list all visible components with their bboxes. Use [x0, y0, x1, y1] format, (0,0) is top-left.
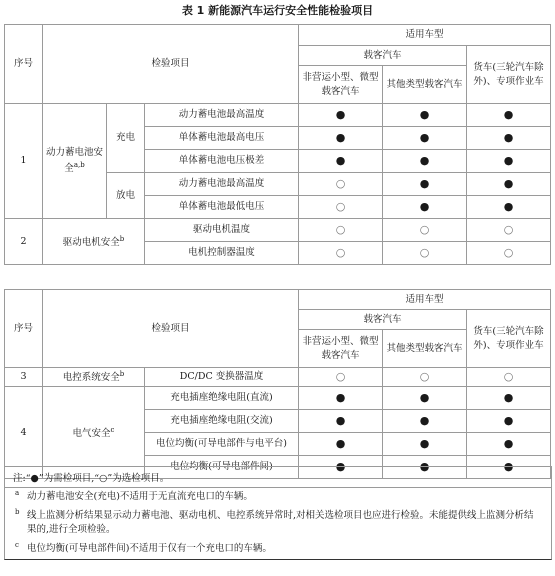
footnote-b	[5, 507, 551, 540]
mark-cell: ●	[383, 150, 467, 173]
mark-cell: ●	[299, 410, 383, 433]
group-number: 4	[5, 387, 43, 479]
mark-cell: ○	[299, 219, 383, 242]
mark-cell: ●	[467, 150, 551, 173]
inspection-table-part1	[4, 24, 551, 265]
seq-header: 序号	[5, 25, 43, 104]
mark-cell: ○	[467, 219, 551, 242]
table-title: 表 1 新能源汽车运行安全性能检验项目	[181, 4, 374, 17]
discharge-label: 放电	[107, 173, 145, 219]
mark-cell: ○	[299, 173, 383, 196]
footnote-text: 动力蓄电池安全(充电)不适用于无直流充电口的车辆。	[27, 491, 253, 502]
footnote-ref: c	[110, 425, 115, 434]
applicable-header: 适用车型	[299, 25, 551, 46]
group-number: 2	[5, 219, 43, 265]
item-header: 检验项目	[43, 25, 299, 104]
legend-note: 注:“●”为需检项目,“○”为选检项目。	[5, 467, 551, 488]
group-name	[43, 104, 107, 219]
item-header: 检验项目	[43, 290, 299, 368]
group-number: 3	[5, 368, 43, 387]
inspection-table-part2	[4, 289, 551, 479]
mark-cell: ●	[467, 433, 551, 456]
group-name	[43, 387, 145, 479]
footnote-ref: b	[119, 370, 125, 379]
item-name: 单体蓄电池电压极差	[145, 150, 299, 173]
group-number: 1	[5, 104, 43, 219]
mark-cell: ○	[467, 242, 551, 265]
mark-cell: ●	[383, 104, 467, 127]
mark-cell: ●	[467, 173, 551, 196]
mark-cell: ○	[299, 196, 383, 219]
mark-cell: ●	[299, 127, 383, 150]
mark-cell: ●	[299, 150, 383, 173]
mark-cell: ●	[467, 196, 551, 219]
group-name-text: 电控系统安全	[62, 372, 120, 384]
item-name: 动力蓄电池最高温度	[145, 104, 299, 127]
item-name: 电位均衡(可导电部件与电平台)	[145, 433, 299, 456]
passenger-header: 载客汽车	[299, 310, 467, 330]
table-row	[5, 368, 551, 387]
footnote-a	[5, 488, 551, 507]
mark-cell: ●	[467, 104, 551, 127]
passenger-header: 载客汽车	[299, 46, 467, 66]
mark-cell: ●	[467, 127, 551, 150]
table-row	[5, 387, 551, 410]
mark-cell: ●	[383, 196, 467, 219]
mark-cell: ●	[383, 127, 467, 150]
mark-cell: ●	[299, 387, 383, 410]
mark-cell: ●	[467, 387, 551, 410]
table-row	[5, 104, 551, 127]
item-name: DC/DC 变换器温度	[145, 368, 299, 387]
group-name-text: 动力蓄电池安全	[45, 147, 103, 175]
applicable-header: 适用车型	[299, 290, 551, 310]
seq-header: 序号	[5, 290, 43, 368]
item-name: 驱动电机温度	[145, 219, 299, 242]
group-name	[43, 219, 145, 265]
mark-cell: ●	[383, 173, 467, 196]
mark-cell: ○	[299, 368, 383, 387]
mark-cell: ●	[383, 410, 467, 433]
item-name: 电机控制器温度	[145, 242, 299, 265]
group-name-text: 电气安全	[72, 427, 111, 439]
footnote-marker: c	[15, 541, 19, 550]
footnote-marker: a	[15, 489, 20, 497]
footnote-text: 电位均衡(可导电部件间)不适用于仅有一个充电口的车辆。	[27, 543, 272, 555]
mark-cell: ●	[383, 456, 467, 479]
mark-cell: ●	[299, 104, 383, 127]
item-name: 单体蓄电池最高电压	[145, 127, 299, 150]
item-name: 电位均衡(可导电部件间)	[145, 456, 299, 479]
mark-cell: ●	[299, 433, 383, 456]
item-name: 充电插座绝缘电阻(交流)	[145, 410, 299, 433]
table-notes	[4, 466, 552, 560]
footnote-c	[5, 540, 551, 559]
table-row	[5, 219, 551, 242]
footnote-text: 线上监测分析结果显示动力蓄电池、驱动电机、电控系统异常时,对相关选检项目也应进行检验。未能提供线上监测分析结果的,进行全项检验。	[27, 509, 534, 536]
item-name: 单体蓄电池最低电压	[145, 196, 299, 219]
mark-cell: ●	[383, 433, 467, 456]
mark-cell: ●	[299, 456, 383, 479]
group-name	[43, 368, 145, 387]
mark-cell: ●	[383, 387, 467, 410]
mark-cell: ○	[383, 219, 467, 242]
charge-label: 充电	[107, 104, 145, 173]
mark-cell: ○	[299, 242, 383, 265]
other-passenger-header: 其他类型载客汽车	[383, 66, 467, 104]
mark-cell: ○	[383, 368, 467, 387]
small-passenger-header: 非营运小型、微型载客汽车	[299, 330, 383, 368]
truck-header: 货车(三轮汽车除外)、专项作业车	[467, 46, 551, 104]
item-name: 动力蓄电池最高温度	[145, 173, 299, 196]
mark-cell: ●	[467, 456, 551, 479]
mark-cell: ○	[383, 242, 467, 265]
footnote-ref: b	[119, 234, 125, 243]
mark-cell: ●	[467, 410, 551, 433]
small-passenger-header: 非营运小型、微型载客汽车	[299, 66, 383, 104]
mark-cell: ○	[467, 368, 551, 387]
item-name: 充电插座绝缘电阻(直流)	[145, 387, 299, 410]
group-name-text: 驱动电机安全	[62, 236, 120, 248]
footnote-ref: a,b	[73, 160, 85, 169]
footnote-marker: b	[15, 507, 20, 516]
other-passenger-header: 其他类型载客汽车	[383, 330, 467, 368]
truck-header: 货车(三轮汽车除外)、专项作业车	[467, 310, 551, 368]
